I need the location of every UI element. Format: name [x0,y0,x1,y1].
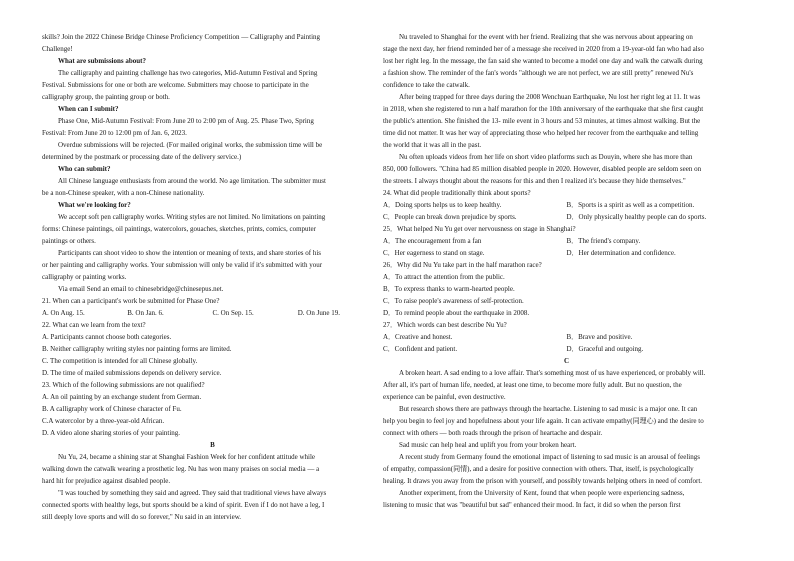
question-25-options [383,247,750,259]
paragraph-line: in 2018, when she registered to run a half marathon for the 10th anniversary of the earthquake that she first caught [383,105,704,113]
heading-when: When can I submit? [58,105,119,113]
question-25-options [383,235,750,247]
option[interactable]: B. A calligraphy work of Chinese character of Fu. [42,405,182,413]
option[interactable]: A. On Aug. 15. [42,309,85,317]
paragraph-line: determined by the postmark or processing date of the delivery service.) [42,153,242,161]
section-c-heading: C [563,357,570,365]
intro-line: Challenge! [42,45,73,53]
email-line: Via email Send an email to chinesebridge@chinesepus.net. [58,285,224,293]
option[interactable]: C. On Sep. 15. [212,309,254,317]
option[interactable]: A．To attract the attention from the public. [383,273,505,281]
paragraph-line: After being trapped for three days during the 2008 Wenchuan Earthquake, Nu lost her right leg at 11. It was [399,93,701,101]
option[interactable]: C.A watercolor by a three-year-old African. [42,417,165,425]
option[interactable]: C. The competition is intended for all Chinese globally. [42,357,198,365]
paragraph-line: walking down the catwalk wearing a prosthetic leg. Nu has won many praises on social media — a [42,465,320,473]
intro-line: skills? Join the 2022 Chinese Bridge Chinese Proficiency Competition — Calligraphy and Painting [42,33,321,41]
paragraph-line: The calligraphy and painting challenge has two categories, Mid-Autumn Festival and Spring [58,69,318,77]
paragraph-line: the public's attention. She finished the 13- mile event in 3 hours and 53 minutes, at times almost walking. But the [383,117,701,125]
option[interactable]: B. Neither calligraphy writing styles nor painting forms are limited. [42,345,232,353]
option[interactable]: A．The encouragement from a fan [383,237,482,245]
option[interactable]: B．The friend's company. [566,237,641,245]
paragraph-line: Nu traveled to Shanghai for the event with her friend. Realizing that she was nervous about appearing on [399,33,693,41]
question-21: 21. When can a participant's work be submitted for Phase One? [42,297,220,305]
heading-what: What are submissions about? [58,57,146,65]
paragraph-line: After all, it's part of human life, needed, at least one time, to become more fully adult. But no question, the [383,381,682,389]
paragraph-line: connect with others — both roads through the prison of heartache and despair. [383,429,603,437]
paragraph-line: listening to music that was "beautiful but sad" enhanced their mood. In fact, it did so when the person first [383,501,681,509]
option[interactable]: B．To express thanks to warm-hearted people. [383,285,515,293]
paragraph-line: be a non-Chinese speaker, with a non-Chinese nationality. [42,189,205,197]
question-27-options [383,343,750,355]
paragraph-line: or her painting and calligraphy works. Your submission will only be valid if it's submitted with your [42,261,323,269]
paragraph-line: But research shows there are pathways through the heartache. Listening to sad music is a major one. It can [399,405,698,413]
option[interactable]: D．Only physically healthy people can do sports. [566,213,707,221]
option[interactable]: D. The time of mailed submissions depends on delivery service. [42,369,222,377]
option[interactable]: A．Creative and honest. [383,333,453,341]
paragraph-line: experience can be painful, even destructive. [383,393,506,401]
paragraph-line: healing. It draws you away from the prison with yourself, and possibly towards helping others in need of comfort. [383,477,703,485]
paragraph-line: the world that it was all in the past. [383,141,482,149]
question-25: 25．What helped Nu Yu get over nervousness on stage in Shanghai? [383,225,576,233]
paragraph-line: We accept soft pen calligraphy works. Writing styles are not limited. No limitations on painting [58,213,326,221]
option[interactable]: A．Doing sports helps us to keep healthy. [383,201,502,209]
paragraph-line: the streets. I always thought about the reasons for this and then I realized it's because they hide themselves." [383,177,686,185]
paragraph-line: still deeply love sports and will do so forever," Nu said in an interview. [42,513,242,521]
paragraph-line: Festival: From June 20 to 12:00 pm of Jan. 6, 2023. [42,129,187,137]
question-24-options [383,211,750,223]
paragraph-line: Overdue submissions will be rejected. (For mailed original works, the submission time will be [58,141,323,149]
option[interactable]: B．Brave and positive. [566,333,633,341]
paragraph-line: help you begin to feel joy and hopefulness about your life again. It can activate empathy(同理心) and the desire to [383,417,704,425]
question-24: 24. What did people traditionally think about sports? [383,189,531,197]
paragraph-line: hard hit for prejudice against disabled people. [42,477,171,485]
paragraph-line: confidence to take the catwalk. [383,81,470,89]
paragraph-line: connected sports with healthy legs, but sports should be a kind of spirit. Even if I do not have a leg, I [42,501,325,509]
option[interactable]: C．Her eagerness to stand on stage. [383,249,485,257]
option[interactable]: B．Sports is a spirit as well as a competition. [566,201,695,209]
paragraph-line: lost her right leg. In the message, the fan said she wanted to become a model one day and walk the catwalk during [383,57,703,65]
paragraph-line: Nu Yu, 24, became a shining star at Shanghai Fashion Week for her confident attitude while [58,453,316,461]
option[interactable]: D. On June 19. [297,309,340,317]
paragraph-line: Festival. Submissions for one or both are welcome. Submitters may choose to participate in the [42,81,309,89]
paragraph-line: of empathy, compassion(同情), and a desire for positive connection with others. That, itself, is psychologically [383,465,694,473]
paragraph-line: time did not matter. It was her way of appreciating those who helped her recover from the earthquake and telling [383,129,699,137]
paragraph-line: stage the next day, her friend reminded her of a message she received in 2020 from a 19-year-old fan who had also [383,45,704,53]
left-column [42,31,383,523]
paragraph-line: All Chinese language enthusiasts from around the world. No age limitation. The submitter must [58,177,326,185]
question-21-options [42,307,383,319]
paragraph-line: 850, 000 followers. "China had 85 million disabled people in 2020. However, disabled people are seldom seen on [383,165,702,173]
option[interactable]: D．Her determination and confidence. [566,249,676,257]
paragraph-line: "I was touched by something they said and agreed. They said that traditional views have always [58,489,327,497]
paragraph-line: Phase One, Mid-Autumn Festival: From June 20 to 2:00 pm of Aug. 25. Phase Two, Spring [58,117,314,125]
paragraph-line: A recent study from Germany found the emotional impact of listening to sad music is an arousal of feelings [399,453,700,461]
paragraph-line: Another experiment, from the University of Kent, found that when people were experiencing sadness, [399,489,685,497]
section-b-heading: B [210,441,215,449]
paragraph-line: A broken heart. A sad ending to a love affair. That's something most of us have experienced, or probably will. [399,369,706,377]
paragraph-line: Participants can shoot video to show the intention or meaning of texts, and share stories of his [58,249,322,257]
paragraph-line: Sad music can help heal and uplift you from your broken heart. [399,441,577,449]
paragraph-line: calligraphy group, the painting group or both. [42,93,170,101]
question-22: 22. What can we learn from the text? [42,321,146,329]
paragraph-line: forms: Chinese paintings, oil paintings, watercolors, gouaches, sketches, prints, comics, computer [42,225,316,233]
question-24-options [383,199,750,211]
paragraph-line: paintings or others. [42,237,96,245]
heading-looking: What we're looking for? [58,201,131,209]
question-27: 27．Which words can best describe Nu Yu? [383,321,507,329]
option[interactable]: A. An oil painting by an exchange student from German. [42,393,202,401]
option[interactable]: C．Confident and patient. [383,345,458,353]
question-23: 23. Which of the following submissions are not qualified? [42,381,205,389]
heading-who: Who can submit? [58,165,111,173]
option[interactable]: D．Graceful and outgoing. [566,345,644,353]
question-27-options [383,331,750,343]
option[interactable]: C．People can break down prejudice by sports. [383,213,517,221]
right-column [383,31,750,511]
option[interactable]: C．To raise people's awareness of self-protection. [383,297,524,305]
paragraph-line: Nu often uploads videos from her life on short video platforms such as Douyin, where she has more than [399,153,693,161]
question-26: 26．Why did Nu Yu take part in the half marathon race? [383,261,542,269]
paragraph-line: calligraphy or painting works. [42,273,127,281]
option[interactable]: A. Participants cannot choose both categories. [42,333,172,341]
option[interactable]: D. A video alone sharing stories of your painting. [42,429,181,437]
paragraph-line: a fashion show. The reminder of the fan's words "although we are not perfect, we are still pretty" renewed Nu's [383,69,694,77]
option[interactable]: B. On Jan. 6. [127,309,164,317]
option[interactable]: D．To remind people about the earthquake in 2008. [383,309,530,317]
